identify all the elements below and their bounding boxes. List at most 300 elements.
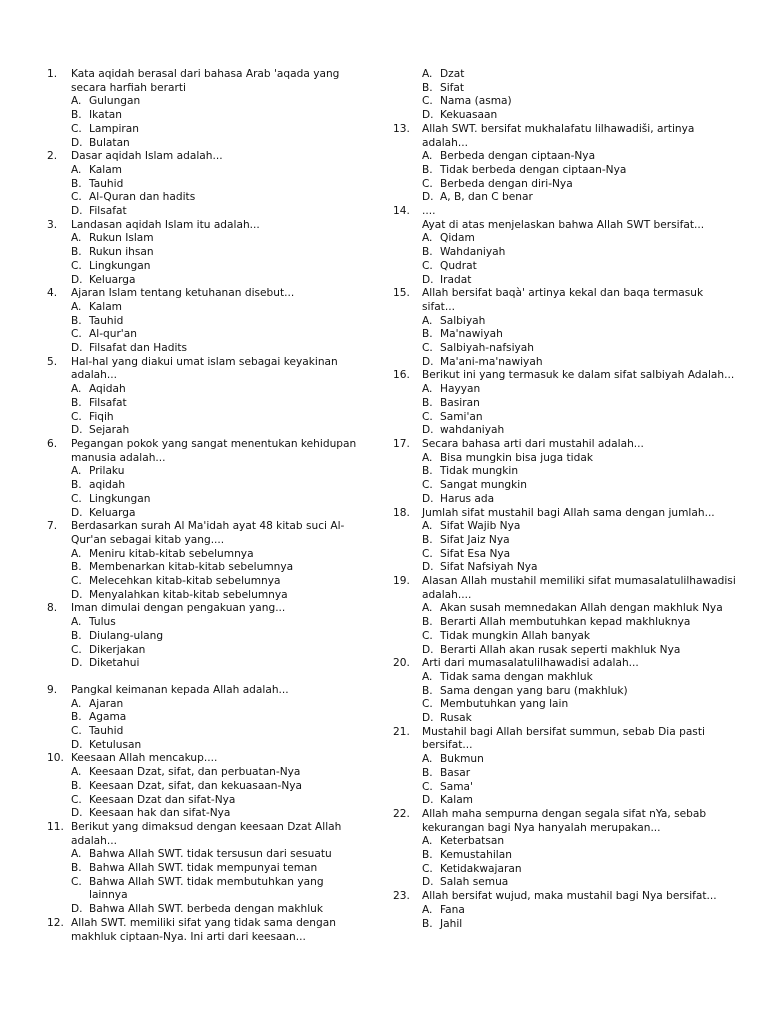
answer-options [393, 68, 738, 123]
question-line [47, 68, 365, 95]
option-text: Gulungan [89, 95, 141, 108]
option-letter: C. [71, 575, 82, 588]
question-line [393, 575, 738, 602]
option-text: Al-Quran dan hadits [89, 191, 196, 204]
option-letter: B. [422, 533, 433, 546]
option-text: Diulang-ulang [89, 629, 164, 642]
option-text: Keluarga [89, 273, 136, 286]
option-text: Qudrat [440, 259, 477, 272]
option-letter: A. [71, 465, 82, 478]
option-text: Ma'ani-ma'nawiyah [440, 355, 543, 368]
option-text: Tauhid [89, 177, 124, 190]
option-letter: D. [71, 136, 83, 149]
question-line [47, 520, 365, 547]
answer-option [71, 315, 365, 329]
answer-option [71, 232, 365, 246]
option-letter: A. [422, 383, 433, 396]
answer-options [393, 232, 738, 287]
question-line [47, 219, 365, 233]
question-text-block [71, 917, 365, 944]
answer-option [71, 411, 365, 425]
question-item [393, 507, 738, 576]
question-text-block [71, 219, 365, 233]
option-text: Berbeda dengan diri-Nya [440, 177, 573, 190]
question-number: 14. [393, 205, 410, 218]
answer-option [422, 561, 738, 575]
option-letter: B. [71, 396, 82, 409]
option-text: Sama' [440, 780, 473, 793]
question-number: 3. [47, 218, 58, 231]
answer-option [422, 356, 738, 370]
option-text: wahdaniyah [440, 424, 505, 437]
answer-options [47, 95, 365, 150]
answer-option [422, 178, 738, 192]
option-text: Bukmun [440, 753, 484, 766]
answer-option [71, 548, 365, 562]
option-letter: D. [71, 342, 83, 355]
option-letter: A. [71, 95, 82, 108]
question-line [47, 821, 365, 848]
option-text: Lingkungan [89, 492, 151, 505]
option-text: Keluarga [89, 506, 136, 519]
option-letter: A. [422, 314, 433, 327]
answer-options [47, 616, 365, 671]
answer-option [422, 424, 738, 438]
answer-option [71, 589, 365, 603]
option-text: Rukun Islam [89, 232, 154, 245]
option-text: Sangat mungkin [440, 479, 527, 492]
option-text: Tidak mungkin Allah banyak [440, 629, 590, 642]
option-letter: C. [422, 629, 433, 642]
option-letter: D. [422, 643, 434, 656]
answer-option [71, 507, 365, 521]
question-number: 21. [393, 725, 410, 738]
answer-option [71, 657, 365, 671]
option-letter: B. [71, 314, 82, 327]
answer-options [47, 766, 365, 821]
answer-options [393, 383, 738, 438]
answer-option [422, 602, 738, 616]
answer-option [71, 766, 365, 780]
question-text-block [422, 438, 738, 452]
question-item [393, 438, 738, 507]
option-letter: C. [71, 492, 82, 505]
option-text: Diketahui [89, 657, 140, 670]
option-letter: C. [422, 177, 433, 190]
question-line [393, 287, 738, 314]
answer-option [71, 794, 365, 808]
option-text: Salah semua [440, 876, 509, 889]
option-letter: A. [71, 697, 82, 710]
answer-option [71, 698, 365, 712]
option-text: Menyalahkan kitab-kitab sebelumnya [89, 588, 288, 601]
option-letter: C. [422, 780, 433, 793]
option-text: Keesaan hak dan sifat-Nya [89, 807, 231, 820]
answer-option [71, 424, 365, 438]
option-letter: B. [422, 684, 433, 697]
question-item [47, 821, 365, 917]
option-text: Rusak [440, 712, 472, 725]
option-letter: D. [422, 712, 434, 725]
answer-option [422, 411, 738, 425]
answer-option [422, 548, 738, 562]
option-letter: A. [422, 451, 433, 464]
option-letter: D. [71, 424, 83, 437]
question-number: 2. [47, 150, 58, 163]
question-text: Allah SWT. bersifat mukhalafatu lilhawadiši, artinya adalah... [422, 122, 695, 149]
option-letter: B. [71, 479, 82, 492]
answer-options [47, 301, 365, 356]
question-number: 19. [393, 575, 410, 588]
question-number: 9. [47, 683, 58, 696]
question-line [393, 890, 738, 904]
option-letter: D. [71, 205, 83, 218]
option-letter: C. [422, 698, 433, 711]
option-letter: B. [422, 465, 433, 478]
option-text: Keesaan Dzat, sifat, dan kekuasaan-Nya [89, 779, 303, 792]
question-number: 15. [393, 287, 410, 300]
option-letter: C. [71, 793, 82, 806]
question-text-block [422, 287, 738, 314]
option-letter: C. [71, 122, 82, 135]
option-text: Keterbatsan [440, 835, 505, 848]
question-text-block [71, 821, 365, 848]
answer-option [71, 479, 365, 493]
question-text: Allah maha sempurna dengan segala sifat nYa, sebab kekurangan bagi Nya hanyalah merupakan... [422, 807, 707, 834]
option-letter: B. [422, 246, 433, 259]
answer-options [393, 452, 738, 507]
answer-option [422, 150, 738, 164]
option-text: Nama (asma) [440, 95, 512, 108]
option-text: Berbeda dengan ciptaan-Nya [440, 150, 596, 163]
question-number: 8. [47, 602, 58, 615]
question-number: 16. [393, 369, 410, 382]
answer-option [71, 876, 365, 903]
option-letter: D. [71, 807, 83, 820]
question-text-block [422, 507, 738, 521]
question-item [393, 726, 738, 808]
answer-options [393, 150, 738, 205]
option-letter: A. [422, 602, 433, 615]
question-number: 13. [393, 122, 410, 135]
answer-option [422, 849, 738, 863]
answer-option [71, 780, 365, 794]
answer-option [71, 397, 365, 411]
option-letter: A. [422, 670, 433, 683]
answer-options [47, 232, 365, 287]
option-text: Ma'nawiyah [440, 328, 503, 341]
answer-option [71, 644, 365, 658]
question-text-block [422, 123, 738, 150]
answer-option [422, 95, 738, 109]
question-text: Landasan aqidah Islam itu adalah... [71, 218, 260, 231]
question-text-block [71, 520, 365, 547]
question-text: Dasar aqidah Islam adalah... [71, 150, 223, 163]
question-line [47, 356, 365, 383]
option-letter: C. [71, 410, 82, 423]
answer-option [422, 109, 738, 123]
option-text: Filsafat [89, 396, 127, 409]
answer-option [422, 191, 738, 205]
option-letter: A. [71, 300, 82, 313]
question-line [393, 726, 738, 753]
answer-option [71, 137, 365, 151]
option-letter: C. [71, 875, 82, 888]
option-letter: A. [422, 232, 433, 245]
question-line [393, 205, 738, 232]
option-text: Sifat Esa Nya [440, 547, 511, 560]
option-letter: B. [422, 396, 433, 409]
option-letter: D. [422, 355, 434, 368]
option-letter: B. [71, 246, 82, 259]
option-letter: D. [422, 424, 434, 437]
option-letter: D. [71, 273, 83, 286]
option-letter: B. [422, 163, 433, 176]
question-item [393, 808, 738, 890]
question-text-block [422, 808, 738, 835]
option-letter: B. [71, 109, 82, 122]
option-text: Dikerjakan [89, 643, 146, 656]
option-letter: C. [422, 259, 433, 272]
option-letter: B. [71, 711, 82, 724]
question-item [47, 520, 365, 602]
option-text: Melecehkan kitab-kitab sebelumnya [89, 575, 281, 588]
option-letter: D. [71, 657, 83, 670]
answer-option [71, 191, 365, 205]
question-text-block [71, 356, 365, 383]
question-item [47, 356, 365, 438]
option-text: Meniru kitab-kitab sebelumnya [89, 547, 254, 560]
option-text: Tulus [89, 616, 116, 629]
answer-option [422, 630, 738, 644]
answer-option [71, 246, 365, 260]
option-text: Salbiyah-nafsiyah [440, 342, 534, 355]
option-letter: D. [422, 109, 434, 122]
option-text: Sejarah [89, 424, 130, 437]
option-letter: A. [422, 68, 433, 80]
option-text: Rukun ihsan [89, 246, 154, 259]
option-letter: C. [422, 862, 433, 875]
question-number: 10. [47, 752, 64, 765]
question-line [393, 369, 738, 383]
answer-option [71, 616, 365, 630]
question-text: Arti dari mumasalatulilhawadisi adalah... [422, 657, 639, 670]
answer-options [47, 548, 365, 603]
option-letter: D. [422, 492, 434, 505]
question-number: 23. [393, 890, 410, 903]
question-text-block [422, 369, 738, 383]
answer-option [422, 68, 738, 82]
option-letter: A. [71, 163, 82, 176]
option-letter: B. [71, 177, 82, 190]
option-letter: C. [71, 328, 82, 341]
question-line [47, 602, 365, 616]
question-text: Allah bersifat wujud, maka mustahil bagi Nya bersifat... [422, 890, 717, 903]
question-number: 12. [47, 916, 64, 929]
option-text: Sifat Jaiz Nya [440, 533, 510, 546]
question-item [393, 369, 738, 438]
answer-option [422, 493, 738, 507]
option-letter: D. [422, 561, 434, 574]
answer-option [71, 383, 365, 397]
question-line [47, 287, 365, 301]
option-letter: B. [71, 779, 82, 792]
option-letter: B. [422, 81, 433, 94]
option-text: Tidak berbeda dengan ciptaan-Nya [440, 163, 627, 176]
answer-option [422, 82, 738, 96]
question-text: Hal-hal yang diakui umat islam sebagai keyakinan adalah... [71, 355, 338, 382]
answer-option [422, 616, 738, 630]
option-text: Bahwa Allah SWT. tidak membutuhkan yang lainnya [89, 875, 324, 902]
question-text: Berikut ini yang termasuk ke dalam sifat salbiyah Adalah... [422, 369, 735, 382]
question-item [393, 657, 738, 726]
question-item [393, 287, 738, 369]
option-text: Kalam [440, 794, 474, 807]
answer-options [393, 753, 738, 808]
question-text-block [71, 287, 365, 301]
answer-option [71, 725, 365, 739]
option-text: Kekuasaan [440, 109, 498, 122]
option-text: Lingkungan [89, 259, 151, 272]
question-text-block [422, 205, 738, 232]
option-letter: D. [71, 506, 83, 519]
answer-options [393, 835, 738, 890]
option-letter: D. [71, 738, 83, 751]
option-letter: A. [422, 520, 433, 533]
answer-options [47, 164, 365, 219]
answer-option [422, 863, 738, 877]
question-text-block [71, 150, 365, 164]
answer-option [422, 918, 738, 932]
question-item [393, 123, 738, 205]
option-letter: C. [422, 479, 433, 492]
answer-option [71, 575, 365, 589]
answer-options [393, 904, 738, 931]
question-text-block [71, 602, 365, 616]
option-letter: D. [422, 191, 434, 204]
right-question-column [393, 68, 738, 931]
answer-option [422, 246, 738, 260]
answer-option [422, 753, 738, 767]
question-text-block [71, 438, 365, 465]
answer-option [422, 232, 738, 246]
option-text: Fiqih [89, 410, 114, 423]
answer-option [422, 534, 738, 548]
option-text: aqidah [89, 479, 126, 492]
answer-option [71, 95, 365, 109]
answer-options [393, 315, 738, 370]
option-text: Sama dengan yang baru (makhluk) [440, 684, 628, 697]
question-line [47, 438, 365, 465]
option-text: Al-qur'an [89, 328, 137, 341]
answer-option [422, 383, 738, 397]
option-letter: B. [422, 328, 433, 341]
question-text: Alasan Allah mustahil memiliki sifat mumasalatulilhawadisi adalah.... [422, 575, 736, 601]
option-letter: A. [71, 848, 82, 861]
question-text: Jumlah sifat mustahil bagi Allah sama dengan jumlah... [422, 506, 715, 519]
question-number: 11. [47, 820, 64, 833]
option-text: Lampiran [89, 122, 139, 135]
question-number: 22. [393, 807, 410, 820]
option-text: Agama [89, 711, 127, 724]
answer-option [71, 123, 365, 137]
question-number: 7. [47, 520, 58, 533]
answer-option [71, 301, 365, 315]
answer-option [422, 671, 738, 685]
answer-option [422, 712, 738, 726]
option-letter: B. [71, 629, 82, 642]
answer-option [422, 520, 738, 534]
option-text: Fana [440, 903, 465, 916]
answer-option [422, 876, 738, 890]
option-text: Kemustahilan [440, 849, 512, 862]
option-letter: A. [71, 232, 82, 245]
option-text: Kalam [89, 300, 123, 313]
answer-option [71, 164, 365, 178]
option-letter: B. [422, 849, 433, 862]
option-letter: A. [422, 903, 433, 916]
answer-options [47, 465, 365, 520]
question-line [47, 684, 365, 698]
answer-option [422, 315, 738, 329]
question-item [47, 150, 365, 219]
question-item [393, 890, 738, 931]
option-text: Kalam [89, 163, 123, 176]
option-text: A, B, dan C benar [440, 191, 533, 204]
answer-option [422, 465, 738, 479]
question-text: Mustahil bagi Allah bersifat summun, sebab Dia pasti bersifat... [422, 725, 705, 752]
option-text: Qidam [440, 232, 475, 245]
option-text: Ajaran [89, 697, 124, 710]
question-item [47, 287, 365, 356]
question-text-block [71, 684, 365, 698]
option-text: Aqidah [89, 383, 126, 396]
option-text: Basar [440, 766, 471, 779]
option-letter: A. [71, 766, 82, 779]
answer-option [422, 767, 738, 781]
option-text: Wahdaniyah [440, 246, 506, 259]
option-text: Bahwa Allah SWT. tidak tersusun dari sesuatu [89, 848, 332, 861]
question-line [393, 123, 738, 150]
option-text: Berarti Allah membutuhkan kepad makhluknya [440, 616, 691, 629]
option-text: Sami'an [440, 410, 483, 423]
answer-option [422, 328, 738, 342]
option-letter: D. [422, 876, 434, 889]
answer-option [422, 452, 738, 466]
option-text: Membenarkan kitab-kitab sebelumnya [89, 561, 294, 574]
option-text: Tauhid [89, 725, 124, 738]
answer-option [422, 781, 738, 795]
answer-option [422, 904, 738, 918]
option-text: Tidak mungkin [440, 465, 519, 478]
answer-options [393, 602, 738, 657]
option-text: Sifat [440, 81, 465, 94]
answer-option [422, 835, 738, 849]
option-letter: C. [422, 95, 433, 108]
answer-options [47, 848, 365, 917]
question-text: Ajaran Islam tentang ketuhanan disebut... [71, 287, 295, 300]
option-text: Salbiyah [440, 314, 486, 327]
answer-option [71, 711, 365, 725]
question-line [393, 657, 738, 671]
option-text: Iradat [440, 273, 472, 286]
option-text: Membutuhkan yang lain [440, 698, 569, 711]
option-text: Filsafat dan Hadits [89, 342, 188, 355]
answer-option [71, 807, 365, 821]
option-letter: B. [422, 766, 433, 779]
option-text: Keesaan Dzat dan sifat-Nya [89, 793, 236, 806]
answer-options [393, 671, 738, 726]
